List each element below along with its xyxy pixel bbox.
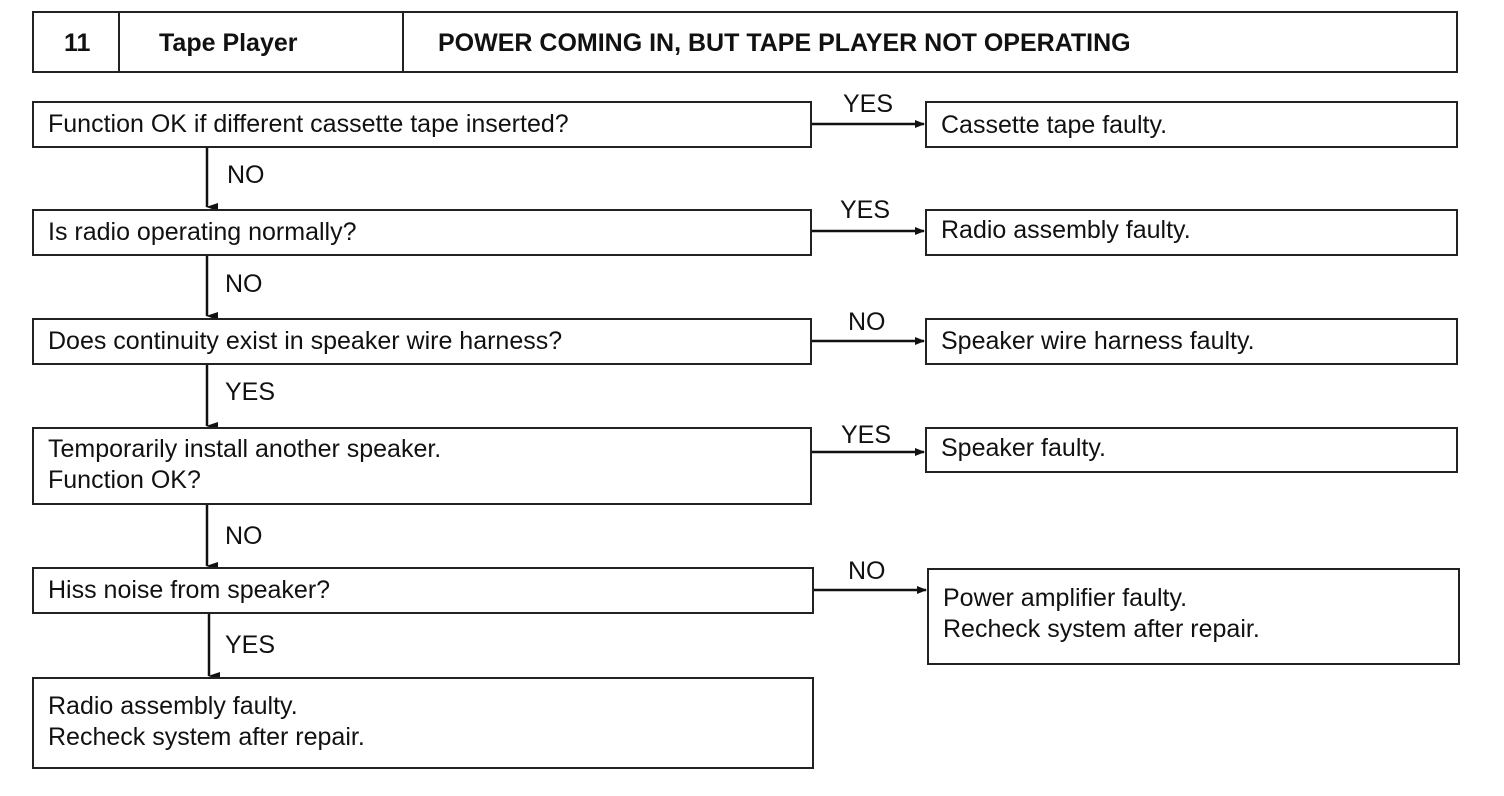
result-text: Speaker faulty. xyxy=(941,434,1106,462)
question-text: Is radio operating normally? xyxy=(48,218,357,246)
component-name: Tape Player xyxy=(159,29,298,57)
branch-label: YES xyxy=(843,90,894,118)
result-text: Radio assembly faulty. xyxy=(941,216,1191,244)
result-box-3 xyxy=(925,318,1458,365)
result-text: Cassette tape faulty. xyxy=(941,111,1168,139)
question-box-3 xyxy=(32,318,812,365)
result-text: Power amplifier faulty. xyxy=(943,584,1188,612)
result-box-4 xyxy=(925,427,1458,473)
branch-label: NO xyxy=(225,522,263,550)
question-text: Does continuity exist in speaker wire harness? xyxy=(48,327,563,355)
branch-label: NO xyxy=(848,308,886,336)
final-result-box xyxy=(32,677,814,769)
result-text: Recheck system after repair. xyxy=(48,723,365,751)
question-box-2 xyxy=(32,209,812,256)
result-text: Recheck system after repair. xyxy=(943,615,1260,643)
question-text: Temporarily install another speaker. xyxy=(48,435,442,463)
branch-label: YES xyxy=(840,196,891,224)
branch-label: YES xyxy=(841,421,892,449)
section-number: 11 xyxy=(64,29,91,57)
question-text: Function OK if different cassette tape inserted? xyxy=(48,110,569,138)
result-text: Radio assembly faulty. xyxy=(48,692,298,720)
result-box-1 xyxy=(925,101,1458,148)
branch-label: NO xyxy=(225,270,263,298)
question-text: Hiss noise from speaker? xyxy=(48,576,331,604)
question-box-5 xyxy=(32,567,814,614)
branch-label: YES xyxy=(225,378,276,406)
question-text: Function OK? xyxy=(48,466,201,494)
branch-label: YES xyxy=(225,631,276,659)
symptom-title: POWER COMING IN, BUT TAPE PLAYER NOT OPERATING xyxy=(438,29,1131,57)
result-box-2 xyxy=(925,209,1458,256)
result-box-5 xyxy=(927,568,1460,665)
question-box-4 xyxy=(32,427,812,505)
question-box-1 xyxy=(32,101,812,148)
branch-label: NO xyxy=(848,557,886,585)
branch-label: NO xyxy=(227,161,265,189)
result-text: Speaker wire harness faulty. xyxy=(941,327,1255,355)
